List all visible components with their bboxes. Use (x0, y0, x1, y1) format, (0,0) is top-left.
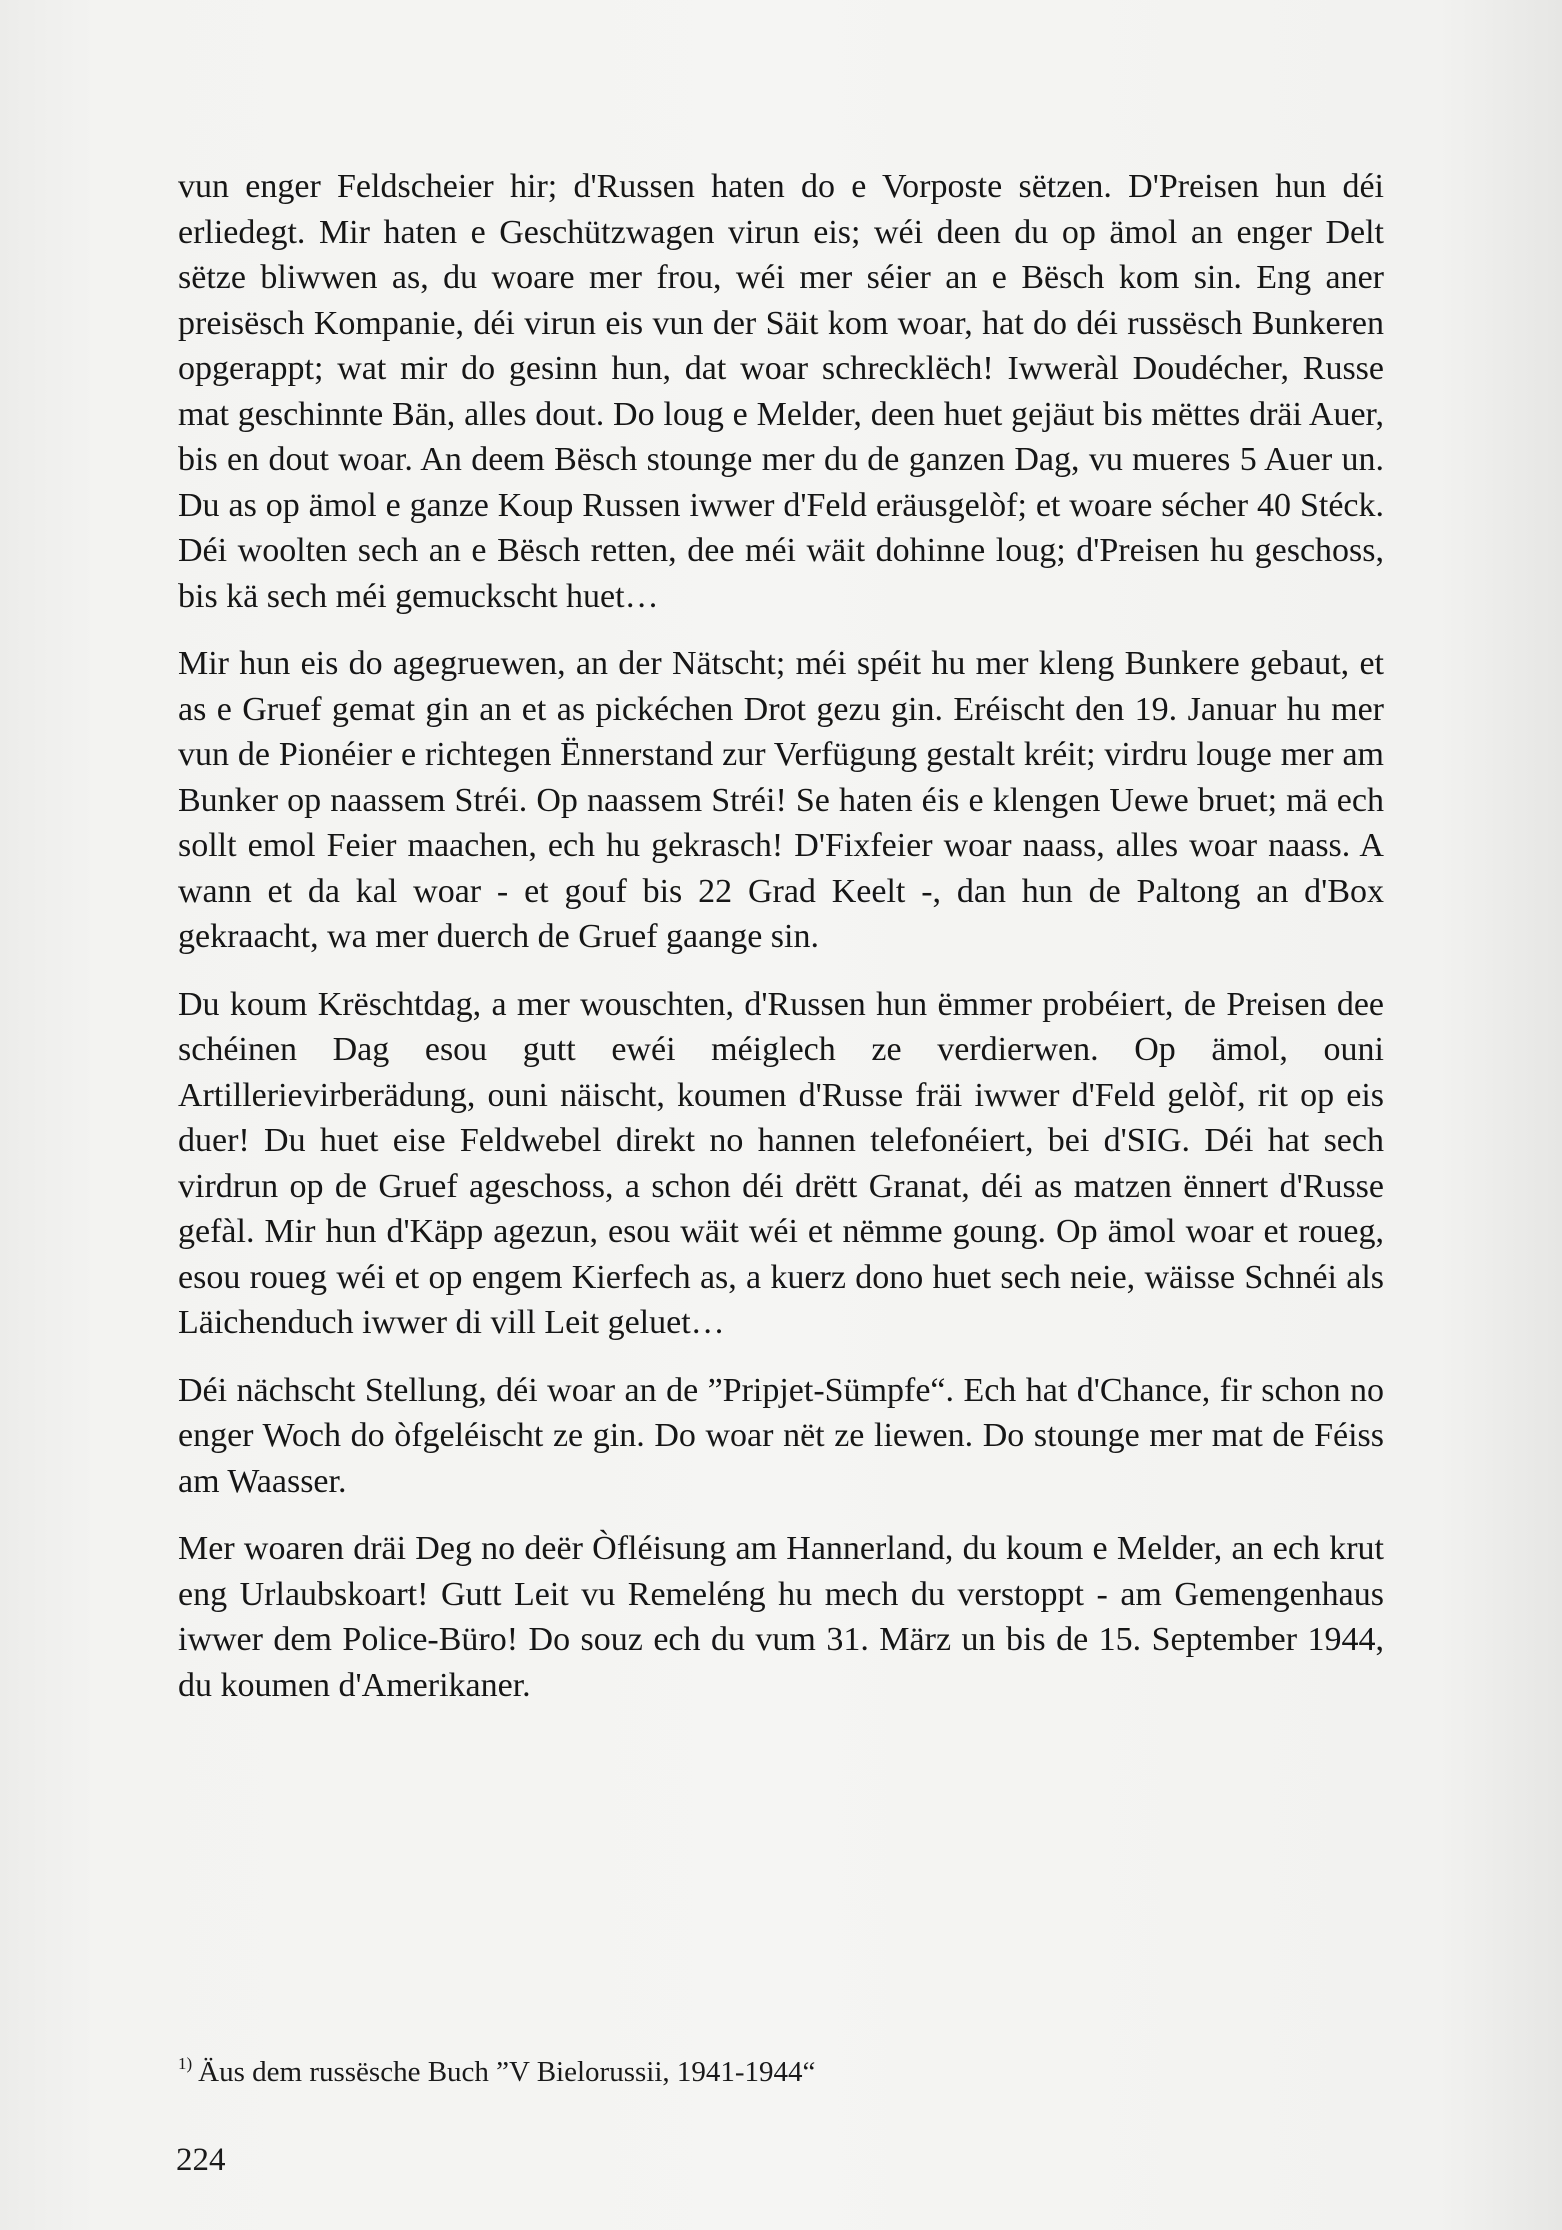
paragraph-5: Mer woaren dräi Deg no deër Òfléisung am Hannerland, du koum e Melder, an ech krut eng Urlaubskoart! Gutt Leit vu Remeléng hu mech du verstoppt - am Gemengenhaus iwwer dem Police-Büro! Do souz ech du vum 31. März un bis de 15. September 1944, du koumen d'Amerikaner. (178, 1530, 1384, 1704)
paragraph-4: Déi nächscht Stellung, déi woar an de ”Pripjet-Sümpfe“. Ech hat d'Chance, fir schon no enger Woch do òfgeléischt ze gin. Do woar nët ze liewen. Do stounge mer mat de Féiss am Waasser. (178, 1371, 1384, 1500)
page-number: 224 (176, 2142, 226, 2178)
footnote-marker: 1) (178, 2054, 193, 2073)
paragraph-3: Du koum Krëschtdag, a mer wouschten, d'Russen hun ëmmer probéiert, de Preisen dee schéinen Dag esou gutt ewéi méiglech ze verdierwen. Op ämol, ouni Artillerievirberädung, ouni näischt, koumen d'Russe fräi iwwer d'Feld gelòf, rit op eis duer! Du huet eise Feldwebel direkt no hannen telefonéiert, bei d'SIG. Déi hat sech virdrun op de Gruef ageschoss, a schon déi drëtt Granat, déi as matzen ënnert d'Russe gefàl. Mir hun d'Käpp agezun, esou wäit wéi et nëmme goung. Op ämol woar et roueg, esou roueg wéi et op engem Kierfech as, a kuerz dono huet sech neie, wäisse Schnéi als Läichenduch iwwer di vill Leit geluet… (178, 985, 1384, 1341)
body-text (178, 164, 1384, 1730)
paragraph-1: vun enger Feldscheier hir; d'Russen haten do e Vorposte sëtzen. D'Preisen hun déi erliedegt. Mir haten e Geschützwagen virun eis; wéi deen du op ämol an enger Delt sëtze bliwwen as, du woare mer frou, wéi mer séier an e Bësch kom sin. Eng aner preisësch Kompanie, déi virun eis vun der Säit kom woar, hat do déi russësch Bunkeren opgerappt; wat mir do gesinn hun, dat woar schrecklëch! Iwweràl Doudécher, Russe mat geschinnte Bän, alles dout. Do loug e Melder, deen huet gejäut bis mëttes dräi Auer, bis en dout woar. An deem Bësch stounge mer du de ganzen Dag, vu mueres 5 Auer un. Du as op ämol e ganze Koup Russen iwwer d'Feld eräusgelòf; et woare sécher 40 Stéck. Déi woolten sech an e Bësch retten, dee méi wäit dohinne loug; d'Preisen hu geschoss, bis kä sech méi gemuckscht huet… (178, 168, 1384, 615)
paragraph-2: Mir hun eis do agegruewen, an der Nätscht; méi spéit hu mer kleng Bunkere gebaut, et as e Gruef gemat gin an et as pickéchen Drot gezu gin. Eréischt den 19. Januar hu mer vun de Pionéier e richtegen Ënnerstand zur Verfügung gestalt kréit; virdru louge mer am Bunker op naassem Stréi. Op naassem Stréi! Se haten éis e klengen Uewe bruet; mä ech sollt emol Feier maachen, ech hu gekrasch! D'Fixfeier woar naass, alles woar naass. A wann et da kal woar - et gouf bis 22 Grad Keelt -, dan hun de Paltong an d'Box gekraacht, wa mer duerch de Gruef gaange sin. (178, 645, 1384, 955)
footnote-text: Äus dem russësche Buch ”V Bielorussii, 1941-1944“ (198, 2056, 816, 2088)
footnote (178, 2046, 1278, 2090)
